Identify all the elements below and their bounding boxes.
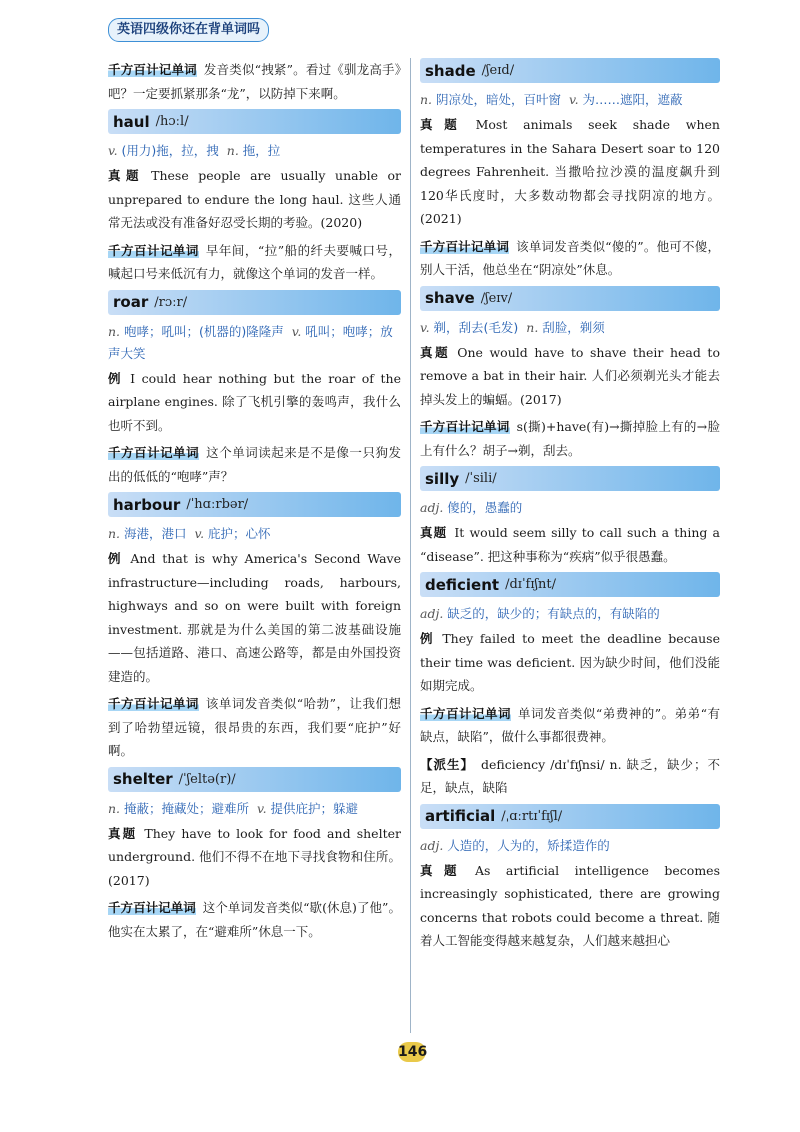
example: 例 And that is why America's Second Wave infrastructure—including roads, harbours, highways and so on were built with foreign investment. 那就是为什么美国的第二波基础设施——包括道路、港口、高速公路等，都是由外国投资建造的。 bbox=[108, 551, 401, 684]
memory-tip: 千方百计记单词 单词发音类似“弟费神的”。弟弟“有缺点，缺陷”，做什么事都很费神。 bbox=[420, 705, 720, 744]
entry-harbour bbox=[108, 492, 401, 763]
intro-memory bbox=[108, 58, 401, 105]
definition: adj. 傻的，愚蠢的 bbox=[420, 500, 523, 515]
definition: v. (用力)拖，拉，拽 n. 拖，拉 bbox=[108, 143, 281, 158]
right-column bbox=[420, 58, 720, 957]
phonetic: /ˌɑːrtɪˈfɪʃl/ bbox=[501, 808, 563, 824]
example: 例 They failed to meet the deadline because their time was deficient. 因为缺少时间，他们没能如期完成。 bbox=[420, 631, 720, 693]
memory-tip: 千方百计记单词 早年间，“拉”船的纤夫要喊口号，喊起口号来低沉有力，就像这个单词的发音一样。 bbox=[108, 242, 401, 281]
word-heading bbox=[420, 466, 720, 491]
headword: shelter bbox=[113, 770, 173, 788]
entry-artificial bbox=[420, 804, 720, 953]
headword: shave bbox=[425, 289, 475, 307]
memory-text: 发音类似“拽紧”。看过《驯龙高手》吧？一定要抓紧那条“龙”，以防掉下来啊。 bbox=[108, 62, 401, 101]
entry-haul bbox=[108, 109, 401, 286]
example: 真题 It would seem silly to call such a thing a “disease”. 把这种事称为“疾病”似乎很愚蠢。 bbox=[420, 525, 720, 564]
example: 真题 One would have to shave their head to remove a bat in their hair. 人们必须剃光头才能去掉头发上的蝙蝠。(2017) bbox=[420, 344, 720, 407]
word-heading bbox=[108, 492, 401, 517]
phonetic: /ˈʃeltə(r)/ bbox=[178, 771, 236, 787]
definition: adj. 人造的，人为的，矫揉造作的 bbox=[420, 837, 610, 853]
headword: shade bbox=[425, 61, 476, 80]
left-column bbox=[108, 58, 401, 947]
headword: haul bbox=[113, 112, 150, 131]
headword: silly bbox=[425, 469, 460, 488]
entry-roar bbox=[108, 290, 401, 489]
memory-tip: 千方百计记单词 该单词发音类似“傻的”。他可不傻，别人干活，他总坐在“阴凉处”休息。 bbox=[420, 238, 720, 277]
phonetic: /rɔːr/ bbox=[154, 294, 188, 310]
derivative: 【派生】 deficiency /dɪˈfɪʃnsi/ n. 缺乏，缺少；不足，缺点，缺陷 bbox=[420, 756, 720, 795]
definition: v. 剃，刮去(毛发) n. 刮脸，剃须 bbox=[420, 319, 605, 335]
phonetic: /dɪˈfɪʃnt/ bbox=[505, 577, 557, 592]
book-title-tab: 英语四级你还在背单词吗 bbox=[108, 18, 269, 42]
phonetic: /ʃeɪv/ bbox=[480, 290, 513, 306]
entry-shelter bbox=[108, 767, 401, 944]
example: 例 I could hear nothing but the roar of the airplane engines. 除了飞机引擎的轰鸣声，我什么也听不到。 bbox=[108, 370, 401, 433]
phonetic: /ˈhɑːrbər/ bbox=[186, 497, 249, 512]
headword: artificial bbox=[425, 807, 496, 825]
word-heading bbox=[420, 286, 720, 311]
memory-label: 千方百计记单词 bbox=[108, 62, 197, 77]
page-number: 146 bbox=[398, 1044, 428, 1060]
word-heading bbox=[108, 109, 401, 134]
word-heading bbox=[420, 572, 720, 597]
entry-deficient bbox=[420, 572, 720, 800]
example: 真题 They have to look for food and shelter underground. 他们不得不在地下寻找食物和住所。(2017) bbox=[108, 825, 401, 888]
example: 真题 These people are usually unable or unprepared to endure the long haul. 这些人通常无法或没有准备好忍受长期的考验。(2020) bbox=[108, 168, 401, 230]
definition: n. 咆哮；吼叫；(机器的)隆隆声 v. 吼叫；咆哮；放声大笑 bbox=[108, 323, 393, 361]
column-divider bbox=[410, 58, 411, 1033]
memory-tip: 千方百计记单词 这个单词读起来是不是像一只狗发出的低低的“咆哮”声？ bbox=[108, 445, 401, 484]
word-heading bbox=[420, 804, 720, 829]
definition: adj. 缺乏的，缺少的；有缺点的，有缺陷的 bbox=[420, 606, 660, 621]
example: 真题 As artificial intelligence becomes increasingly sophisticated, there are growing concerns that robots could become a threat. 随着人工智能变得越来越复杂，人们越来越担心 bbox=[420, 862, 720, 948]
word-heading bbox=[108, 767, 401, 792]
word-heading bbox=[108, 290, 401, 315]
phonetic: /hɔːl/ bbox=[155, 114, 189, 129]
entry-silly bbox=[420, 466, 720, 568]
example: 真题 Most animals seek shade when temperatures in the Sahara Desert soar to 120 degrees Fahrenheit. 当撒哈拉沙漠的温度飙升到120华氏度时，大多数动物都会寻找阴凉的地方。(2021) bbox=[420, 117, 720, 226]
word-heading bbox=[420, 58, 720, 83]
definition: n. 海港，港口 v. 庇护；心怀 bbox=[108, 526, 271, 541]
phonetic: /ʃeɪd/ bbox=[481, 63, 515, 78]
headword: roar bbox=[113, 293, 149, 311]
definition: n. 掩蔽；掩藏处；避难所 v. 提供庇护；躲避 bbox=[108, 800, 359, 816]
entry-shade bbox=[420, 58, 720, 282]
phonetic: /ˈsili/ bbox=[465, 471, 497, 486]
memory-tip: 千方百计记单词 该单词发音类似“哈勃”，让我们想到了哈勃望远镜，很昂贵的东西，我们要“庇护”好啊。 bbox=[108, 696, 401, 758]
headword: harbour bbox=[113, 495, 181, 514]
entry-shave bbox=[420, 286, 720, 463]
definition: n. 阴凉处，暗处，百叶窗 v. 为……遮阳，遮蔽 bbox=[420, 92, 683, 107]
memory-tip: 千方百计记单词 s(撕)+have(有)→撕掉脸上有的→脸上有什么？胡子→剃，刮去。 bbox=[420, 419, 720, 458]
headword: deficient bbox=[425, 575, 500, 594]
memory-tip: 千方百计记单词 这个单词发音类似“歇(休息)了他”。他实在太累了，在“避难所”休息一下。 bbox=[108, 900, 401, 939]
